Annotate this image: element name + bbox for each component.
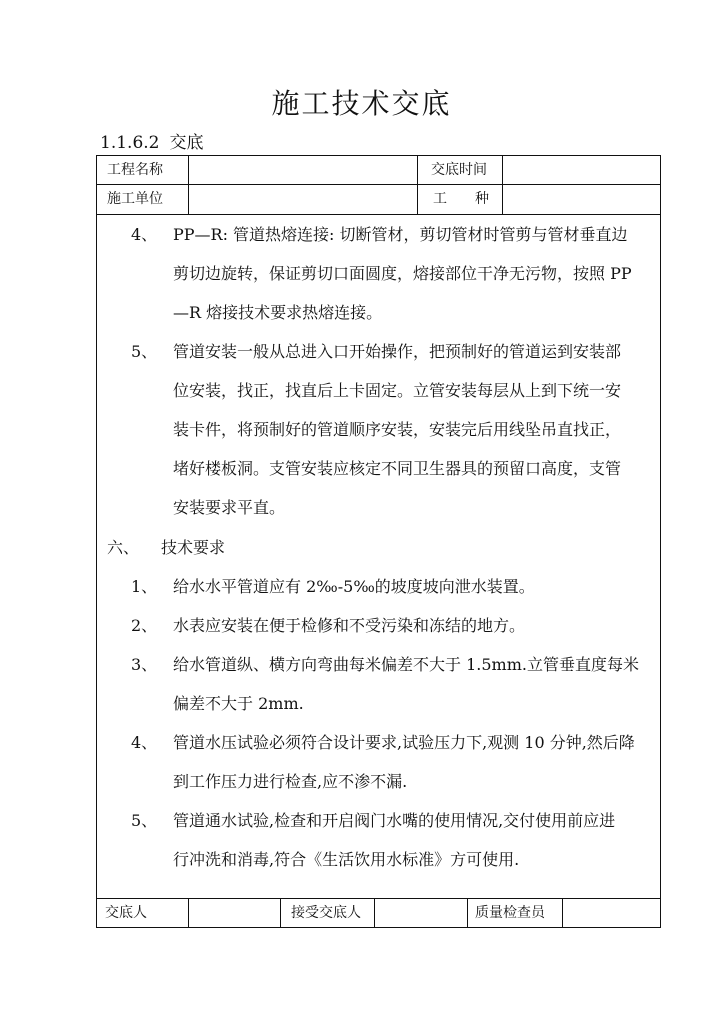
discloser-label: 交底人 xyxy=(105,905,147,921)
item-line: —R 熔接技术要求热熔连接。 xyxy=(173,303,383,322)
project-name-label: 工程名称 xyxy=(107,162,163,178)
item-line: 剪切边旋转，保证剪切口面圆度，熔接部位干净无污物，按照 PP xyxy=(173,264,632,283)
date-label: 交底时间 xyxy=(431,162,487,178)
item-line: 装卡件，将预制好的管道顺序安装，安装完后用线坠吊直找正， xyxy=(173,420,622,439)
item-index: 4、 xyxy=(131,733,158,752)
item-index: 5、 xyxy=(131,811,158,830)
section-heading xyxy=(100,128,203,153)
disclosure-body xyxy=(97,215,662,898)
disclosure-table xyxy=(96,155,661,928)
heading-index: 六、 xyxy=(107,538,140,557)
item-line: 给水管道纵、横方向弯曲每米偏差不大于 1.5mm.立管垂直度每米 xyxy=(173,655,639,674)
item-line: 位安装，找正，找直后上卡固定。立管安装每层从上到下统一安 xyxy=(173,381,622,400)
item-index: 3、 xyxy=(131,655,158,674)
item-line: PP—R: 管道热熔连接: 切断管材，剪切管材时管剪与管材垂直边 xyxy=(173,225,628,244)
section-label: 交底 xyxy=(169,133,204,153)
item-line: 水表应安装在便于检修和不受污染和冻结的地方。 xyxy=(173,616,526,635)
page-title: 施工技术交底 xyxy=(271,87,452,120)
item-line: 管道安装一般从总进入口开始操作，把预制好的管道运到安装部 xyxy=(173,342,622,361)
requirements-heading xyxy=(107,528,225,567)
receiver-label: 接受交底人 xyxy=(291,905,361,921)
item-index: 4、 xyxy=(131,225,158,244)
item-index: 2、 xyxy=(131,616,158,635)
item-index: 1、 xyxy=(131,577,158,596)
inspector-label: 质量检查员 xyxy=(475,905,545,921)
item-line: 到工作压力进行检查,应不渗不漏. xyxy=(173,772,408,791)
item-index: 5、 xyxy=(131,342,158,361)
item-line: 安装要求平直。 xyxy=(173,498,286,517)
item-line: 管道水压试验必须符合设计要求,试验压力下,观测 10 分钟,然后降 xyxy=(173,733,635,752)
item-line: 行冲洗和消毒,符合《生活饮用水标准》方可使用. xyxy=(173,850,520,869)
item-line: 管道通水试验,检查和开启阀门水嘴的使用情况,交付使用前应进 xyxy=(173,811,616,830)
unit-label: 施工单位 xyxy=(107,191,163,207)
item-line: 堵好楼板洞。支管安装应核定不同卫生器具的预留口高度，支管 xyxy=(173,459,622,478)
heading-label: 技术要求 xyxy=(161,538,226,557)
section-number: 1.1.6.2 xyxy=(100,133,160,153)
trade-label: 工 种 xyxy=(433,191,489,207)
item-line: 偏差不大于 2mm. xyxy=(173,694,304,713)
item-line: 给水水平管道应有 2‰-5‰的坡度坡向泄水装置。 xyxy=(173,577,535,596)
